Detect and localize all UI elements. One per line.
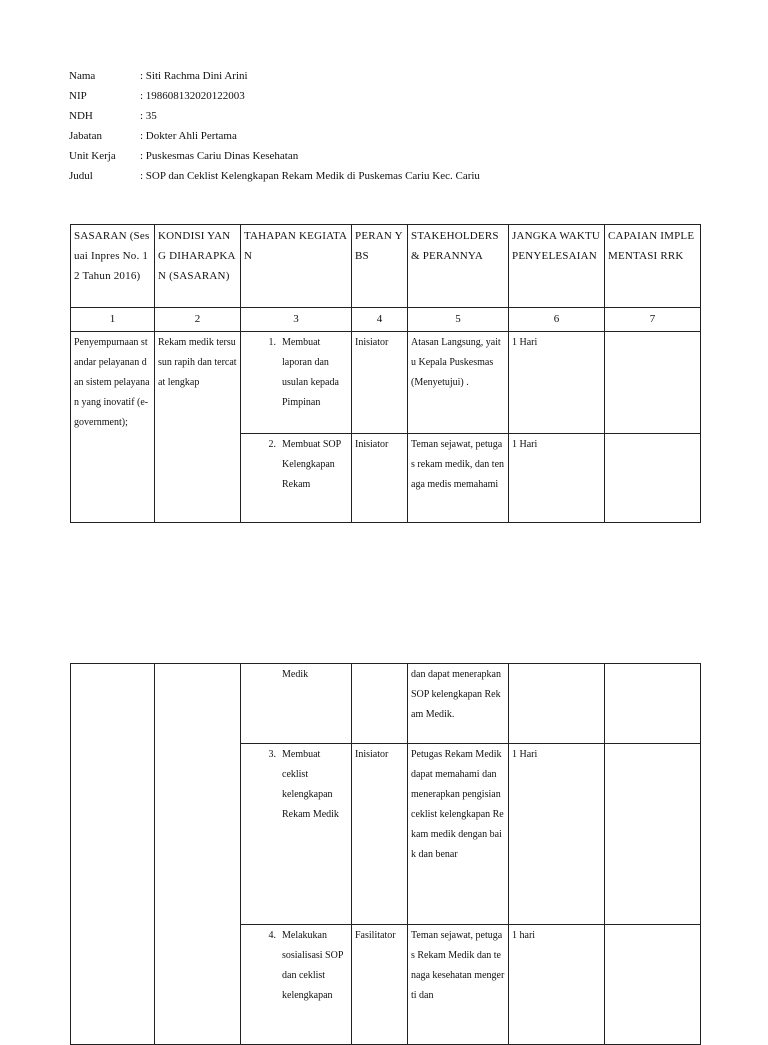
peran-cell: Inisiator <box>352 744 408 925</box>
info-key: Unit Kerja <box>69 150 116 162</box>
stakeholder-cell: Teman sejawat, petugas rekam medik, dan tenaga medis memahami <box>408 434 509 523</box>
capaian-cell <box>605 434 701 523</box>
stakeholder-cell: Atasan Langsung, yaitu Kepala Puskesmas (Menyetujui) . <box>408 332 509 434</box>
info-row-nip <box>69 86 480 106</box>
tahapan-cell <box>241 744 352 925</box>
column-number: 4 <box>352 308 408 332</box>
step-number: 2. <box>268 439 276 450</box>
info-value: : Siti Rachma Dini Arini <box>140 70 248 82</box>
info-key: Jabatan <box>69 130 102 142</box>
capaian-cell <box>605 332 701 434</box>
header-stakeholder: STAKEHOLDERS & PERANNYA <box>408 225 509 308</box>
peran-cell <box>352 664 408 744</box>
header-capaian: CAPAIAN IMPLEMENTASI RRK <box>605 225 701 308</box>
column-number: 2 <box>155 308 241 332</box>
capaian-cell <box>605 925 701 1045</box>
info-value: : 198608132020122003 <box>140 90 245 102</box>
info-row-ndh <box>69 106 480 126</box>
jangka-cell: 1 Hari <box>509 744 605 925</box>
jangka-cell <box>509 664 605 744</box>
header-sasaran: SASARAN (Sesuai Inpres No. 12 Tahun 2016) <box>71 225 155 308</box>
table-header-row <box>71 225 701 308</box>
jangka-cell: 1 hari <box>509 925 605 1045</box>
column-number: 6 <box>509 308 605 332</box>
peran-cell: Inisiator <box>352 434 408 523</box>
step-text: Membuat laporan dan usulan kepada Pimpinan <box>282 337 339 408</box>
info-key: NIP <box>69 90 87 102</box>
column-number: 7 <box>605 308 701 332</box>
info-value: : 35 <box>140 110 157 122</box>
info-row-nama <box>69 66 480 86</box>
header-kondisi: KONDISI YANG DIHARAPKAN (SASARAN) <box>155 225 241 308</box>
rrk-table-continued <box>70 663 701 1045</box>
peran-cell: Fasilitator <box>352 925 408 1045</box>
tahapan-cell <box>241 332 352 434</box>
info-value: : SOP dan Ceklist Kelengkapan Rekam Medik di Puskemas Cariu Kec. Cariu <box>140 170 480 182</box>
stakeholder-cell: dan dapat menerapkan SOP kelengkapan Rekam Medik. <box>408 664 509 744</box>
table-row <box>71 664 701 744</box>
info-key: Nama <box>69 70 96 82</box>
jangka-cell: 1 Hari <box>509 332 605 434</box>
capaian-cell <box>605 744 701 925</box>
capaian-cell <box>605 664 701 744</box>
info-row-judul <box>69 166 480 186</box>
column-number: 1 <box>71 308 155 332</box>
step-text: Medik <box>282 669 309 680</box>
tahapan-cell <box>241 925 352 1045</box>
step-number: 4. <box>268 930 276 941</box>
step-text: Membuat ceklist kelengkapan Rekam Medik <box>282 749 339 820</box>
stakeholder-cell: Petugas Rekam Medik dapat memahami dan menerapkan pengisian ceklist kelengkapan Rekam medik dengan baik dan benar <box>408 744 509 925</box>
info-row-jabatan <box>69 126 480 146</box>
header-peran: PERAN YBS <box>352 225 408 308</box>
column-number: 3 <box>241 308 352 332</box>
column-number-row <box>71 308 701 332</box>
jangka-cell: 1 Hari <box>509 434 605 523</box>
info-key: NDH <box>69 110 93 122</box>
kondisi-cell: Rekam medik tersusun rapih dan tercatat lengkap <box>155 332 241 523</box>
step-number: 1. <box>268 337 276 348</box>
rrk-table <box>70 224 701 523</box>
info-key: Judul <box>69 170 93 182</box>
identity-block <box>69 66 480 186</box>
stakeholder-cell: Teman sejawat, petugas Rekam Medik dan tenaga kesehatan mengerti dan <box>408 925 509 1045</box>
peran-cell: Inisiator <box>352 332 408 434</box>
info-value: : Puskesmas Cariu Dinas Kesehatan <box>140 150 299 162</box>
tahapan-cell <box>241 664 352 744</box>
sasaran-cell <box>71 664 155 1045</box>
tahapan-cell <box>241 434 352 523</box>
info-value: : Dokter Ahli Pertama <box>140 130 237 142</box>
step-text: Melakukan sosialisasi SOP dan ceklist kelengkapan <box>282 930 344 1001</box>
column-number: 5 <box>408 308 509 332</box>
step-text: Membuat SOP Kelengkapan Rekam <box>282 439 341 490</box>
kondisi-cell <box>155 664 241 1045</box>
info-row-unit-kerja <box>69 146 480 166</box>
table-row <box>71 332 701 434</box>
header-tahapan: TAHAPAN KEGIATAN <box>241 225 352 308</box>
header-jangka-waktu: JANGKA WAKTU PENYELESAIAN <box>509 225 605 308</box>
step-number: 3. <box>268 749 276 760</box>
sasaran-cell: Penyempurnaan standar pelayanan dan sistem pelayanan yang inovatif (e-government); <box>71 332 155 523</box>
